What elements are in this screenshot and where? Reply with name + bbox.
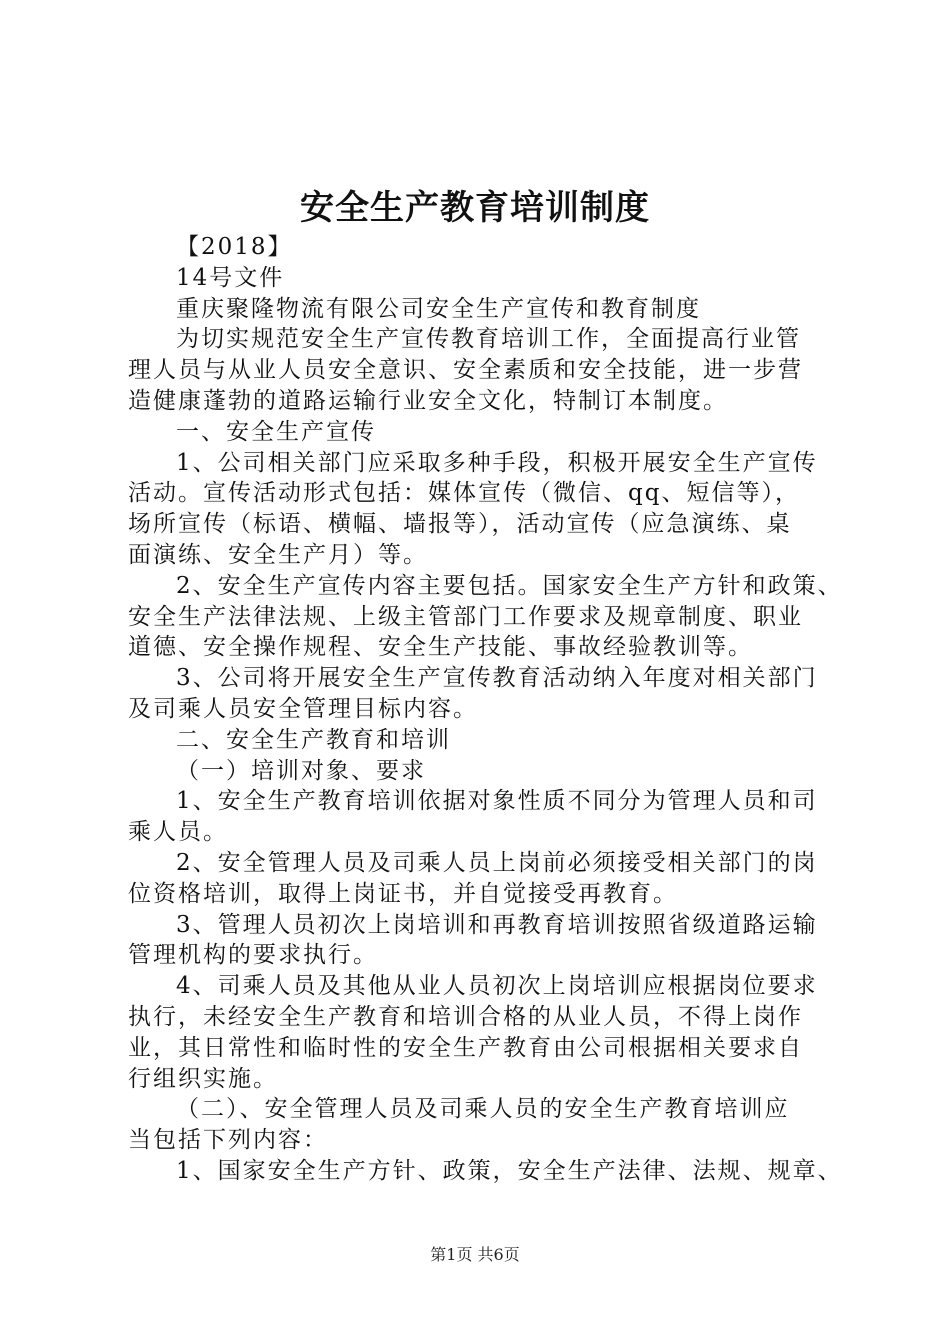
paragraph-line: 3、管理人员初次上岗培训和再教育培训按照省级道路运输 [176,911,818,938]
paragraph-line: 管理机构的要求执行。 [128,942,378,969]
paragraph-line: 场所宣传（标语、横幅、墙报等），活动宣传（应急演练、桌 [128,511,792,538]
document-title: 安全生产教育培训制度 [300,188,650,228]
paragraph-line: 行组织实施。 [128,1065,278,1092]
paragraph-line: 一、安全生产宣传 [176,418,376,445]
paragraph-line: 当包括下列内容： [128,1127,328,1154]
paragraph-line: 道德、安全操作规程、安全生产技能、事故经验教训等。 [128,634,753,661]
paragraph-line: 理人员与从业人员安全意识、安全素质和安全技能，进一步营 [128,357,803,384]
paragraph-line: 安全生产法律法规、上级主管部门工作要求及规章制度、职业 [128,603,803,630]
paragraph-line: 2、安全管理人员及司乘人员上岗前必须接受相关部门的岗 [176,849,818,876]
paragraph-line: 3、公司将开展安全生产宣传教育活动纳入年度对相关部门 [176,665,818,692]
paragraph-line: 为切实规范安全生产宣传教育培训工作，全面提高行业管 [176,326,801,353]
paragraph-line: 14号文件 [176,264,285,291]
page-footer: 第1页 共6页 [430,1245,520,1264]
paragraph-line: 面演练、安全生产月）等。 [128,541,428,568]
paragraph-line: 4、司乘人员及其他从业人员初次上岗培训应根据岗位要求 [176,973,818,1000]
paragraph-line: 造健康蓬勃的道路运输行业安全文化，特制订本制度。 [128,387,728,414]
paragraph-line: 重庆聚隆物流有限公司安全生产宣传和教育制度 [176,295,701,322]
paragraph-line: 乘人员。 [128,819,228,846]
paragraph-line: 执行，未经安全生产教育和培训合格的从业人员，不得上岗作 [128,1003,803,1030]
paragraph-line: 位资格培训，取得上岗证书，并自觉接受再教育。 [128,880,678,907]
paragraph-line: 及司乘人员安全管理目标内容。 [128,695,478,722]
paragraph-line: （一）培训对象、要求 [176,757,426,784]
document-body [128,232,843,1187]
paragraph-line: 1、公司相关部门应采取多种手段，积极开展安全生产宣传 [176,449,818,476]
paragraph-line: 【2018】 [176,234,293,260]
paragraph-line: 1、安全生产教育培训依据对象性质不同分为管理人员和司 [176,788,818,815]
paragraph-line: 1、国家安全生产方针、政策，安全生产法律、法规、规章、 [176,1157,843,1184]
paragraph-line: 二、安全生产教育和培训 [176,726,451,753]
paragraph-line: （二）、安全管理人员及司乘人员的安全生产教育培训应 [176,1096,790,1123]
paragraph-line: 2、安全生产宣传内容主要包括。国家安全生产方针和政策、 [176,572,843,599]
paragraph-line: 活动。宣传活动形式包括：媒体宣传（微信、qq、短信等）， [128,480,800,507]
paragraph-line: 业，其日常性和临时性的安全生产教育由公司根据相关要求自 [128,1034,803,1061]
